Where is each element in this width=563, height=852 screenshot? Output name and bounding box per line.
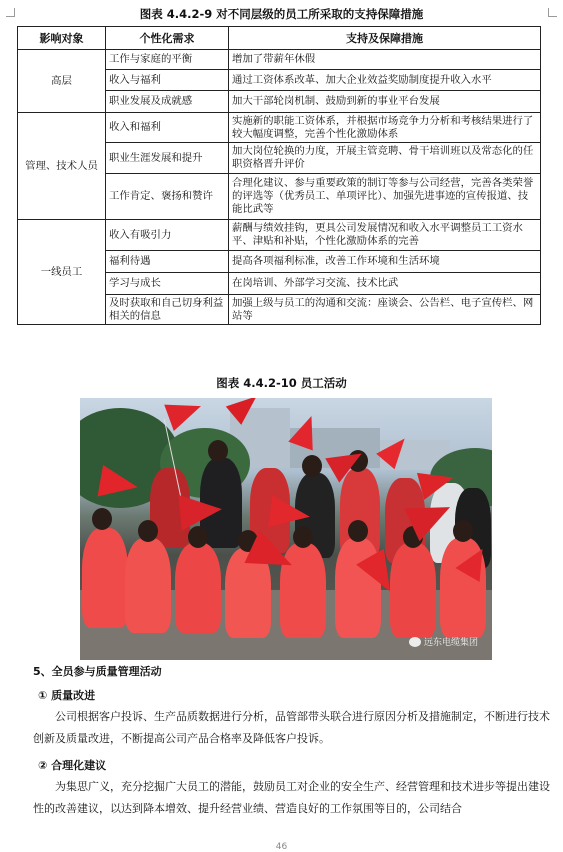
person-shape xyxy=(175,543,221,633)
group-cell: 高层 xyxy=(18,50,106,113)
person-shape xyxy=(125,538,171,633)
flag-shape xyxy=(164,398,206,431)
flag-shape xyxy=(179,491,224,531)
head-shape xyxy=(302,455,322,477)
table-row xyxy=(18,220,541,251)
need-cell: 职业生涯发展和提升 xyxy=(106,143,229,174)
watermark-text: 远东电缆集团 xyxy=(423,638,478,648)
photo-caption: 图表 4.4.2-10 员工活动 xyxy=(216,376,347,390)
header-cell: 支持及保障措施 xyxy=(229,27,541,50)
measure-cell: 实施新的职能工资体系，并根据市场竞争力分析和考核结果进行了较大幅度调整，完善个性化激励体系 xyxy=(229,113,541,143)
need-cell: 工作肯定、褒扬和赞许 xyxy=(106,174,229,220)
section-heading: 5、全员参与质量管理活动 xyxy=(33,665,162,678)
head-shape xyxy=(208,440,228,462)
table-row xyxy=(18,113,541,143)
need-cell: 工作与家庭的平衡 xyxy=(106,50,229,70)
measure-cell: 在岗培训、外部学习交流、技术比武 xyxy=(229,273,541,295)
head-shape xyxy=(348,520,368,542)
measure-cell: 加大岗位轮换的力度，开展主管竞聘、骨干培训班以及常态化的任职资格晋升评价 xyxy=(229,143,541,174)
measure-cell: 提高各项福利标准，改善工作环境和生活环境 xyxy=(229,251,541,273)
need-cell: 收入有吸引力 xyxy=(106,220,229,251)
measure-cell: 增加了带薪年休假 xyxy=(229,50,541,70)
wechat-icon xyxy=(409,637,421,647)
flag-shape xyxy=(98,465,141,503)
subsection-heading: ② 合理化建议 xyxy=(38,759,107,772)
header-cell: 影响对象 xyxy=(18,27,106,50)
table-header-row xyxy=(18,27,541,50)
group-cell: 管理、技术人员 xyxy=(18,113,106,220)
table-row xyxy=(18,50,541,70)
need-cell: 学习与成长 xyxy=(106,273,229,295)
need-cell: 职业发展及成就感 xyxy=(106,91,229,113)
person-shape xyxy=(82,528,128,628)
photo-watermark xyxy=(409,635,478,648)
table-caption: 图表 4.4.2-9 对不同层级的员工所采取的支持保障措施 xyxy=(139,7,424,21)
support-measures-table xyxy=(17,26,541,325)
need-cell: 福利待遇 xyxy=(106,251,229,273)
flag-shape xyxy=(268,495,312,532)
measure-cell: 加大干部轮岗机制、鼓励到新的事业平台发展 xyxy=(229,91,541,113)
measure-cell: 通过工资体系改革、加大企业效益奖励制度提升收入水平 xyxy=(229,70,541,91)
need-cell: 收入与福利 xyxy=(106,70,229,91)
header-cell: 个性化需求 xyxy=(106,27,229,50)
head-shape xyxy=(92,508,112,530)
subsection-heading: ① 质量改进 xyxy=(38,689,96,702)
measure-cell: 加强上级与员工的沟通和交流：座谈会、公告栏、电子宣传栏、网站等 xyxy=(229,295,541,325)
measure-cell: 薪酬与绩效挂钩，更具公司发展情况和收入水平调整员工工资水平、津贴和补贴，个性化激励体系的完善 xyxy=(229,220,541,251)
need-cell: 收入和福利 xyxy=(106,113,229,143)
group-cell: 一线员工 xyxy=(18,220,106,325)
need-cell: 及时获取和自己切身利益相关的信息 xyxy=(106,295,229,325)
person-shape xyxy=(390,543,436,638)
page-number: 46 xyxy=(275,842,288,852)
measure-cell: 合理化建议、参与重要政策的制订等参与公司经营，完善各类荣誉的评选等（优秀员工、单项评比）、加强先进事迹的宣传报道、技能比武等 xyxy=(229,174,541,220)
paragraph: 为集思广义，充分挖掘广大员工的潜能，鼓励员工对企业的安全生产、经营管理和技术进步等提出建设性的改善建议，以达到降本增效、提升经营业绩、营造良好的工作氛围等目的，公司结合 xyxy=(33,780,550,815)
paragraph: 公司根据客户投诉、生产品质数据进行分析，品管部带头联合进行原因分析及措施制定，不断进行技术创新及质量改进，不断提高公司产品合格率及降低客户投诉。 xyxy=(33,710,550,745)
head-shape xyxy=(138,520,158,542)
employee-activity-photo xyxy=(80,398,492,660)
